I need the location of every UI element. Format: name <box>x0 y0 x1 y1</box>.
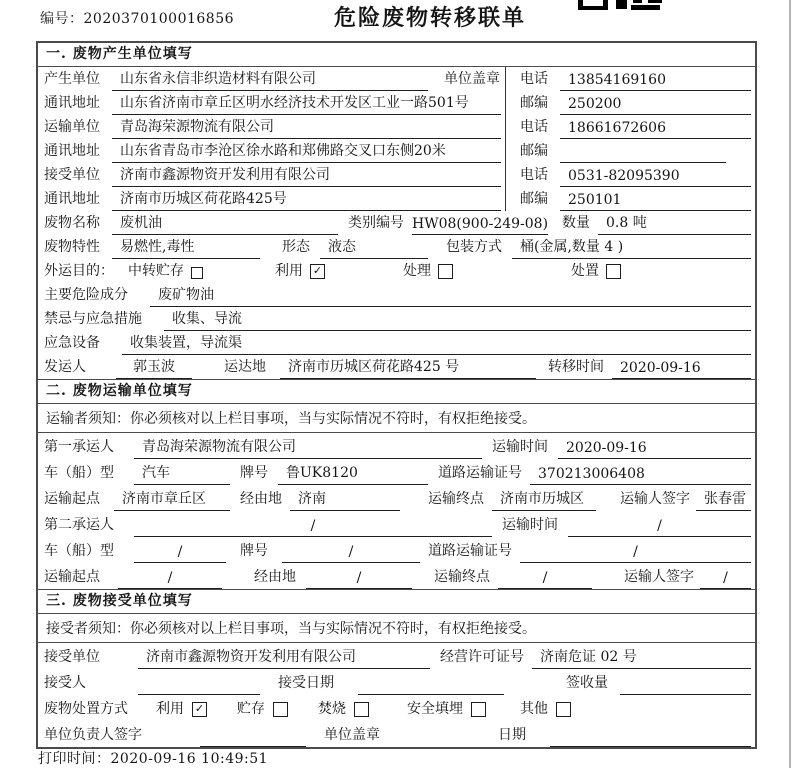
route-end-label: 运输终点 <box>434 569 490 585</box>
producer-address-row <box>38 91 755 115</box>
road-permit-label: 道路运输证号 <box>438 465 522 481</box>
transporter-signature-value: 张春雷 <box>696 488 751 511</box>
category-code-value: HW08(900-249-08) <box>412 216 548 235</box>
receiver-unit-row <box>38 163 755 187</box>
hazard-component-row <box>38 283 755 307</box>
emergency-measures-label: 禁忌与应急措施 <box>44 311 142 327</box>
option-storage-checkbox <box>273 702 288 717</box>
emergency-measures-value: 收集、导流 <box>164 308 751 331</box>
hazard-component-value: 废矿物油 <box>150 284 751 307</box>
option-transfer-storage-checkbox <box>191 267 203 279</box>
outbound-purpose-row <box>38 259 755 283</box>
print-time-value: 2020-09-16 10:49:51 <box>110 751 269 767</box>
option-utilize-label: 利用 <box>275 263 303 279</box>
road-permit-label: 道路运输证号 <box>428 543 512 559</box>
first-carrier-row <box>38 433 755 459</box>
first-carrier-label: 第一承运人 <box>44 439 114 455</box>
destination-value: 济南市历城区荷花路425 号 <box>280 356 536 379</box>
address-label: 通讯地址 <box>44 143 100 159</box>
option-utilize-checkbox: ✓ <box>192 702 207 717</box>
transporter-unit-row <box>38 115 755 139</box>
print-time-label: 打印时间： <box>38 751 111 767</box>
route-end-value: 济南市历城区 <box>492 488 596 511</box>
vehicle-row <box>38 459 755 485</box>
shipper-row <box>38 355 755 379</box>
route-end-label: 运输终点 <box>428 491 484 507</box>
transport-time-value: 2020-09-16 <box>558 440 751 459</box>
route-start-value: / <box>118 570 222 589</box>
route-row <box>38 485 755 511</box>
plate-number-label: 牌号 <box>240 543 268 559</box>
transport-time-label: 运输时间 <box>502 517 558 533</box>
route-start-label: 运输起点 <box>44 569 100 585</box>
accept-unit-row <box>38 643 755 669</box>
option-other-checkbox <box>556 702 571 717</box>
responsible-signature-label: 单位负责人签字 <box>44 727 142 743</box>
option-landfill-label: 安全填埋 <box>407 701 463 717</box>
accept-person-value <box>138 692 260 695</box>
doc-number-value: 2020370100016856 <box>83 11 235 27</box>
accept-date-value <box>358 692 504 695</box>
route-start-label: 运输起点 <box>44 491 100 507</box>
unit-seal-label: 单位盖章 <box>444 71 500 87</box>
shipper-value: 郭玉波 <box>116 356 192 379</box>
emergency-equipment-label: 应急设备 <box>44 335 100 351</box>
option-utilize-label: 利用 <box>156 701 184 717</box>
option-incinerate-checkbox <box>354 702 369 717</box>
waste-property-value: 易燃性,毒性 <box>112 236 260 259</box>
waste-property-row <box>38 235 755 259</box>
unit-seal-label: 单位盖章 <box>324 727 380 743</box>
license-number-value: 济南危证 02 号 <box>532 646 751 669</box>
route-start-value: 济南市章丘区 <box>114 488 230 511</box>
zip-label: 邮编 <box>520 191 548 207</box>
route-via-value: / <box>306 570 412 589</box>
transporter-address-row <box>38 139 755 163</box>
waste-name-label: 废物名称 <box>44 215 100 231</box>
plate-number-label: 牌号 <box>240 465 268 481</box>
shipper-label: 发运人 <box>44 359 86 375</box>
transport-time-value: / <box>568 518 751 537</box>
quantity-value: 0.8 吨 <box>598 212 751 235</box>
license-number-label: 经营许可证号 <box>440 649 524 665</box>
transporter-unit-value: 青岛海荣源物流有限公司 <box>112 116 501 139</box>
option-landfill-checkbox <box>471 702 486 717</box>
disposal-method-row <box>38 695 755 721</box>
receiver-address-row <box>38 187 755 211</box>
address-label: 通讯地址 <box>44 95 100 111</box>
packaging-label: 包装方式 <box>446 239 502 255</box>
producer-unit-value: 山东省永信非织造材料有限公司 <box>112 68 428 91</box>
receiver-unit-label: 接受单位 <box>44 167 100 183</box>
road-permit-value: 370213006408 <box>530 466 751 485</box>
emergency-equipment-value: 收集装置，导流渠 <box>122 332 751 355</box>
transfer-time-value: 2020-09-16 <box>612 360 751 379</box>
route-via-label: 经由地 <box>240 491 282 507</box>
emergency-equipment-row <box>38 331 755 355</box>
destination-label: 运达地 <box>224 359 266 375</box>
option-incinerate-label: 焚烧 <box>318 701 346 717</box>
zip-label: 邮编 <box>520 95 548 111</box>
vehicle-type-label: 车（船）型 <box>44 465 114 481</box>
manifest-form-table <box>36 41 757 749</box>
transporter-signature-value: / <box>700 570 751 589</box>
page-edge-line <box>789 0 791 768</box>
option-treat-label: 处理 <box>403 263 431 279</box>
route-via-label: 经由地 <box>254 569 296 585</box>
option-utilize-checkbox: ✓ <box>310 264 325 279</box>
second-carrier-value: / <box>134 518 492 537</box>
accept-person-row <box>38 669 755 695</box>
second-carrier-row <box>38 511 755 537</box>
transporter-signature-label: 运输人签字 <box>620 491 690 507</box>
address-value: 山东省济南市章丘区明水经济技术开发区工业一路501号 <box>112 92 501 115</box>
phone-value: 0531-82095390 <box>560 168 751 187</box>
section1-header: 一. 废物产生单位填写 <box>38 43 755 67</box>
print-time <box>38 748 268 768</box>
doc-number <box>40 8 234 28</box>
hazard-component-label: 主要危险成分 <box>44 287 128 303</box>
waste-name-row <box>38 211 755 235</box>
option-dispose-checkbox <box>606 264 621 279</box>
road-permit-value: / <box>520 544 751 563</box>
vehicle-type-value: 汽车 <box>134 462 230 485</box>
signed-quantity-label: 签收量 <box>566 675 608 691</box>
emergency-measures-row <box>38 307 755 331</box>
phone-label: 电话 <box>520 119 548 135</box>
transport-time-label: 运输时间 <box>492 439 548 455</box>
disposal-method-label: 废物处置方式 <box>44 701 128 717</box>
option-other-label: 其他 <box>520 701 548 717</box>
zip-label: 邮编 <box>520 143 548 159</box>
packaging-value: 桶(金属,数量 4 ) <box>512 236 751 259</box>
transporter-signature-label: 运输人签字 <box>624 569 694 585</box>
receiver-notice: 接受者须知：你必须核对以上栏目事项，当与实际情况不符时，有权拒绝接受。 <box>38 614 755 643</box>
form-state-label: 形态 <box>282 239 310 255</box>
address-value: 山东省青岛市李沧区徐水路和郑佛路交叉口东侧20米 <box>112 140 501 163</box>
quantity-label: 数量 <box>562 215 590 231</box>
accept-date-label: 接受日期 <box>278 675 334 691</box>
option-treat-checkbox <box>438 264 453 279</box>
route-via-value: 济南 <box>290 488 400 511</box>
option-storage-label: 贮存 <box>237 701 265 717</box>
transporter-unit-label: 运输单位 <box>44 119 100 135</box>
form-state-value: 液态 <box>320 236 428 259</box>
first-carrier-value: 青岛海荣源物流有限公司 <box>134 436 482 459</box>
second-carrier-label: 第二承运人 <box>44 517 114 533</box>
vehicle-row-2 <box>38 537 755 563</box>
phone-value: 13854169160 <box>560 72 751 91</box>
waste-property-label: 废物特性 <box>44 239 100 255</box>
option-transfer-storage-label: 中转贮存 <box>128 263 184 279</box>
vehicle-type-value: / <box>134 544 226 563</box>
responsible-signature-value <box>200 744 306 747</box>
waste-name-value: 废机油 <box>112 212 338 235</box>
section2-header: 二. 废物运输单位填写 <box>38 379 755 404</box>
doc-title: 危险废物转移联单 <box>334 5 527 31</box>
vehicle-type-label: 车（船）型 <box>44 543 114 559</box>
plate-number-value: 鲁UK8120 <box>278 462 428 485</box>
accept-unit-label: 接受单位 <box>44 649 100 665</box>
producer-unit-row <box>38 67 755 91</box>
qr-code-fragment <box>578 0 664 10</box>
option-dispose-label: 处置 <box>571 263 599 279</box>
phone-label: 电话 <box>520 167 548 183</box>
address-value: 济南市历城区荷花路425号 <box>112 188 501 211</box>
signed-quantity-value <box>620 692 751 695</box>
zip-value: 250101 <box>560 192 751 211</box>
address-label: 通讯地址 <box>44 191 100 207</box>
outbound-purpose-label: 外运目的： <box>44 263 114 279</box>
doc-number-label: 编号： <box>40 11 84 27</box>
accept-person-label: 接受人 <box>44 675 86 691</box>
route-end-value: / <box>498 570 592 589</box>
phone-value: 18661672606 <box>560 120 751 139</box>
category-code-label: 类别编号 <box>348 215 404 231</box>
section3-header: 三. 废物接受单位填写 <box>38 589 755 614</box>
zip-value: 250200 <box>560 96 751 115</box>
transfer-time-label: 转移时间 <box>548 359 604 375</box>
date-label: 日期 <box>498 727 526 743</box>
receiver-unit-value: 济南市鑫源物资开发利用有限公司 <box>112 164 501 187</box>
phone-label: 电话 <box>520 71 548 87</box>
plate-number-value: / <box>282 544 420 563</box>
transporter-notice: 运输者须知：你必须核对以上栏目事项，当与实际情况不符时，有权拒绝接受。 <box>38 404 755 433</box>
accept-unit-value: 济南市鑫源物资开发利用有限公司 <box>138 646 430 669</box>
responsible-signature-row <box>38 721 755 747</box>
route-row-2 <box>38 563 755 589</box>
date-value <box>550 744 751 747</box>
producer-unit-label: 产生单位 <box>44 71 100 87</box>
